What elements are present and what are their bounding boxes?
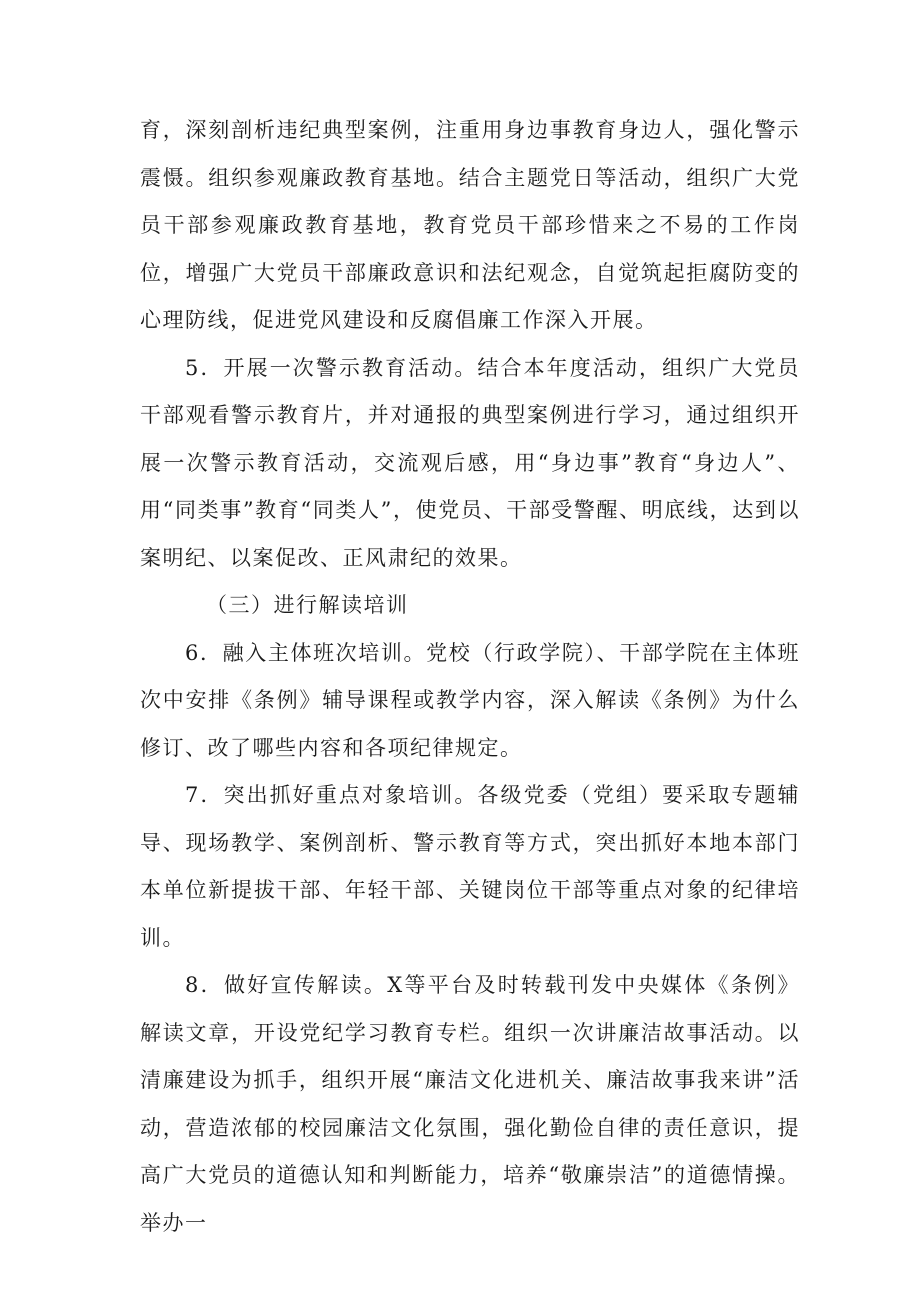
paragraph-item-8: 8．做好宣传解读。X等平台及时转载刊发中央媒体《条例》解读文章，开设党纪学习教育专栏。组织一次讲廉洁故事活动。以清廉建设为抓手，组织开展“廉洁文化进机关、廉洁故事我来讲”活动，营造浓郁的校园廉洁文化氛围，强化勤俭自律的责任意识，提高广大党员的道德认知和判断能力，培养“敬廉崇洁”的道德情操。举办一 [140, 973, 800, 1235]
paragraph-item-5: 5．开展一次警示教育活动。结合本年度活动，组织广大党员干部观看警示教育片，并对通报的典型案例进行学习，通过组织开展一次警示教育活动，交流观后感，用“身边事”教育“身边人”、用“同类事”教育“同类人”，使党员、干部受警醒、明底线，达到以案明纪、以案促改、正风肃纪的效果。 [140, 355, 800, 570]
paragraph-continued: 育，深刻剖析违纪典型案例，注重用身边事教育身边人，强化警示震慑。组织参观廉政教育基地。结合主题党日等活动，组织广大党员干部参观廉政教育基地，教育党员干部珍惜来之不易的工作岗位，增强广大党员干部廉政意识和法纪观念，自觉筑起拒腐防变的心理防线，促进党风建设和反腐倡廉工作深入开展。 [140, 118, 800, 332]
document-body [140, 107, 800, 1247]
section-heading-3: （三）进行解读培训 [206, 593, 409, 617]
paragraph-item-6: 6．融入主体班次培训。党校（行政学院）、干部学院在主体班次中安排《条例》辅导课程或教学内容，深入解读《条例》为什么修订、改了哪些内容和各项纪律规定。 [140, 640, 800, 760]
paragraph-item-7: 7．突出抓好重点对象培训。各级党委（党组）要采取专题辅导、现场教学、案例剖析、警示教育等方式，突出抓好本地本部门本单位新提拔干部、年轻干部、关键岗位干部等重点对象的纪律培训。 [140, 783, 800, 950]
